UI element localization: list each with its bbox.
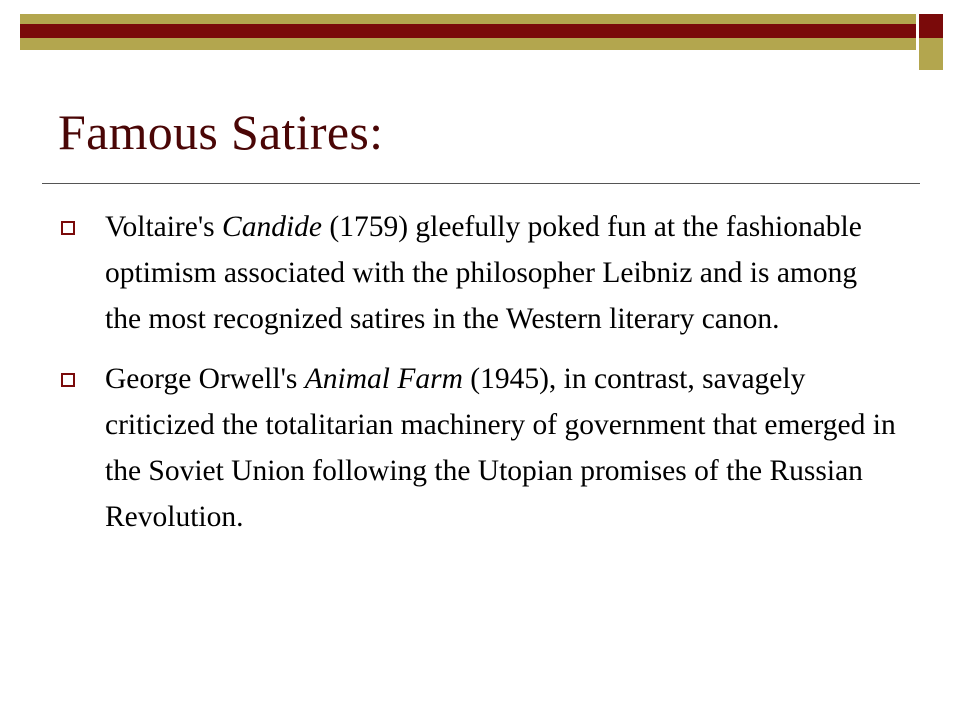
- book-title-candide: Candide: [222, 211, 322, 243]
- hollow-square-bullet-icon: [61, 221, 75, 235]
- banner-olive-stripe-bottom: [20, 38, 916, 50]
- hollow-square-bullet-icon: [61, 373, 75, 387]
- slide-body: [58, 204, 898, 554]
- banner-maroon-stripe: [20, 24, 916, 38]
- banner-olive-square: [919, 38, 943, 70]
- bullet-text-before: Voltaire's: [105, 211, 223, 243]
- header-banner: [0, 0, 960, 70]
- bullet-text-before: George Orwell's: [105, 363, 305, 395]
- bullet-item-candide: [58, 204, 898, 342]
- banner-olive-stripe-top: [20, 14, 916, 24]
- banner-maroon-square: [919, 14, 943, 38]
- bullet-text-after: (1945), in contrast, savagely criticized the totalitarian machinery of government that emerged in the Soviet Union following the Utopian promises of the Russian Revolution.: [105, 363, 896, 533]
- bullet-text-after: (1759) gleefully poked fun at the fashionable optimism associated with the philosopher Leibniz and is among the most recognized satires in the Western literary canon.: [105, 211, 862, 335]
- title-divider: [42, 183, 920, 184]
- book-title-animal-farm: Animal Farm: [304, 363, 463, 395]
- bullet-item-animal-farm: [58, 356, 898, 540]
- slide-title: Famous Satires:: [58, 104, 384, 160]
